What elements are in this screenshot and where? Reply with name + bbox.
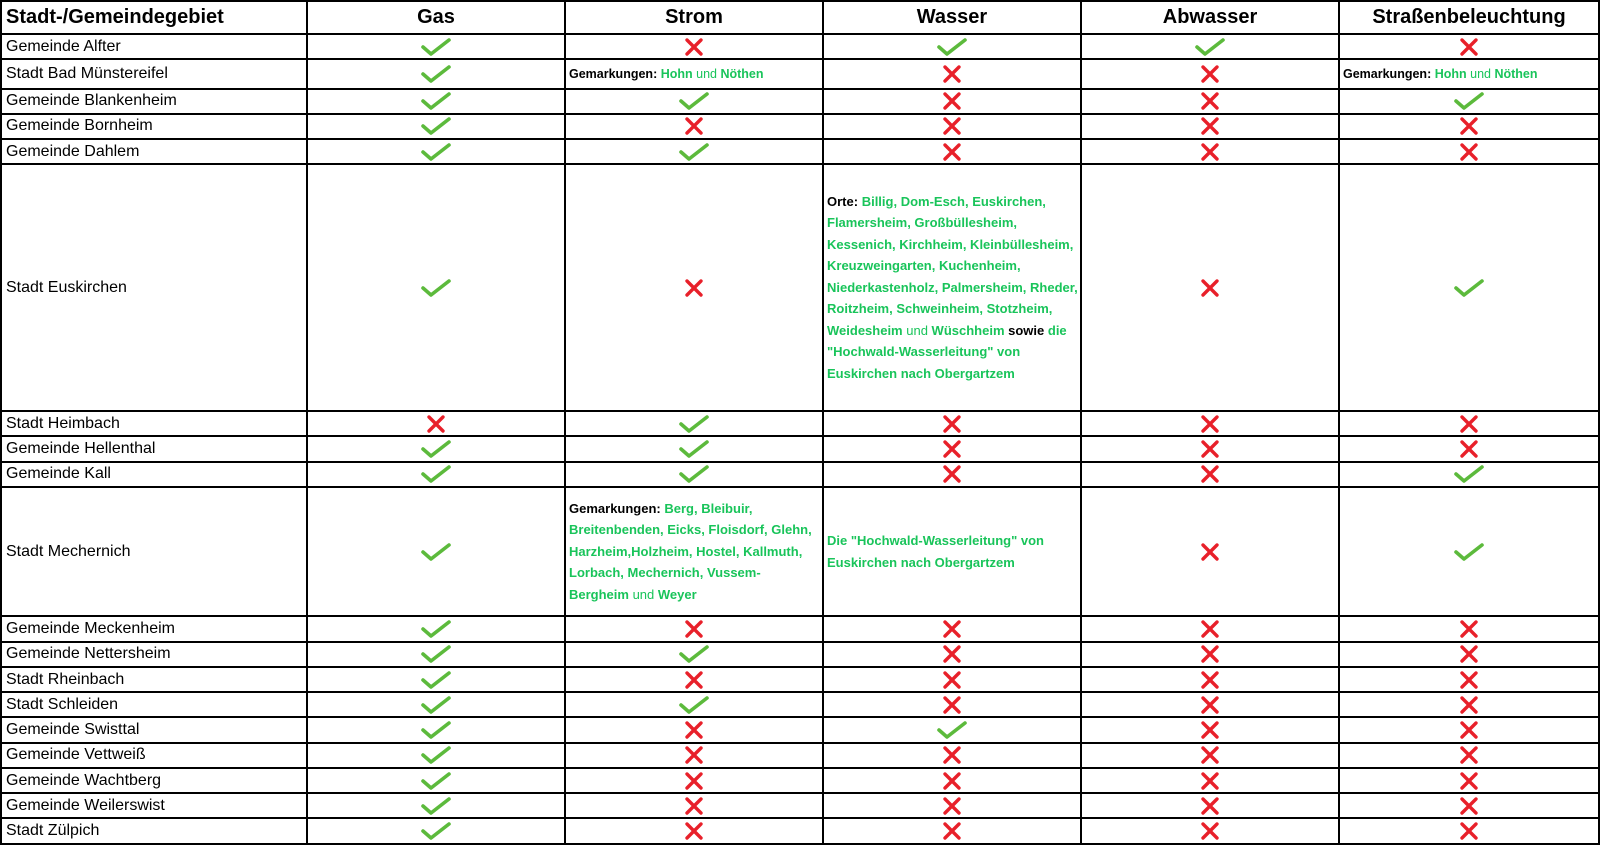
note-segment: Hohn: [1434, 66, 1467, 81]
cell-strom: [565, 59, 823, 88]
check-icon: [419, 744, 453, 766]
cell-wasser: [823, 642, 1081, 667]
cross-icon: [1452, 719, 1486, 741]
check-icon: [419, 90, 453, 112]
check-icon: [419, 719, 453, 741]
cross-icon: [419, 413, 453, 435]
check-icon: [419, 795, 453, 817]
area-name: Stadt Bad Münstereifel: [1, 59, 307, 88]
cross-icon: [935, 694, 969, 716]
cross-icon: [1452, 643, 1486, 665]
cross-icon: [1452, 795, 1486, 817]
cell-strom: [565, 743, 823, 768]
check-icon: [677, 413, 711, 435]
cell-abwasser: [1081, 164, 1339, 411]
cell-abwasser: [1081, 411, 1339, 436]
cell-strassenbeleuchtung: [1339, 793, 1599, 818]
cell-wasser: [823, 667, 1081, 692]
cell-strassenbeleuchtung: [1339, 487, 1599, 616]
cross-icon: [935, 90, 969, 112]
cross-icon: [677, 36, 711, 58]
cross-icon: [1452, 820, 1486, 842]
cross-icon: [1452, 115, 1486, 137]
header-row: [1, 1, 1599, 34]
check-icon: [677, 90, 711, 112]
cross-icon: [1452, 744, 1486, 766]
check-icon: [419, 463, 453, 485]
cell-gas: [307, 139, 565, 164]
cross-icon: [677, 820, 711, 842]
cell-wasser: [823, 89, 1081, 114]
cell-strom: [565, 436, 823, 461]
cell-wasser: [823, 34, 1081, 59]
cross-icon: [677, 669, 711, 691]
cross-icon: [677, 744, 711, 766]
cell-gas: [307, 59, 565, 88]
table-row: [1, 717, 1599, 742]
table-row: [1, 462, 1599, 487]
check-icon: [677, 141, 711, 163]
cell-gas: [307, 462, 565, 487]
area-name: Stadt Zülpich: [1, 818, 307, 844]
cross-icon: [935, 413, 969, 435]
cell-strom: [565, 692, 823, 717]
check-icon: [935, 719, 969, 741]
cross-icon: [1193, 90, 1227, 112]
cell-gas: [307, 743, 565, 768]
table-body: [1, 34, 1599, 844]
cell-strom: [565, 616, 823, 641]
cross-icon: [1193, 618, 1227, 640]
cell-strom: [565, 768, 823, 793]
cell-abwasser: [1081, 692, 1339, 717]
table-row: [1, 768, 1599, 793]
cross-icon: [1193, 820, 1227, 842]
check-icon: [419, 115, 453, 137]
cross-icon: [1452, 669, 1486, 691]
note-segment: Berg, Bleibuir, Breitenbenden, Eicks, Floisdorf, Glehn, Harzheim,Holzheim, Hostel, Kallmuth, Lorbach, Mechernich, Vussem-Bergheim: [569, 500, 812, 602]
area-name: Gemeinde Nettersheim: [1, 642, 307, 667]
cross-icon: [935, 618, 969, 640]
cross-icon: [1193, 669, 1227, 691]
note-segment: sowie: [1004, 322, 1048, 338]
note-segment: und: [1466, 66, 1495, 81]
cell-abwasser: [1081, 462, 1339, 487]
cell-gas: [307, 34, 565, 59]
cross-icon: [935, 63, 969, 85]
check-icon: [1452, 90, 1486, 112]
cell-strom: [565, 667, 823, 692]
cell-gas: [307, 616, 565, 641]
area-name: Gemeinde Hellenthal: [1, 436, 307, 461]
cell-gas: [307, 818, 565, 844]
cross-icon: [1193, 141, 1227, 163]
check-icon: [419, 770, 453, 792]
cell-abwasser: [1081, 818, 1339, 844]
cross-icon: [1193, 770, 1227, 792]
check-icon: [419, 277, 453, 299]
check-icon: [419, 694, 453, 716]
cross-icon: [1193, 541, 1227, 563]
cell-abwasser: [1081, 667, 1339, 692]
area-name: Gemeinde Vettweiß: [1, 743, 307, 768]
cell-abwasser: [1081, 793, 1339, 818]
table-row: [1, 487, 1599, 616]
note-segment: Die "Hochwald-Wasserleitung" von Euskirchen nach Obergartzem: [827, 533, 1044, 570]
cell-wasser: [823, 616, 1081, 641]
table-row: [1, 34, 1599, 59]
area-name: Stadt Schleiden: [1, 692, 307, 717]
check-icon: [677, 438, 711, 460]
cell-strassenbeleuchtung: [1339, 768, 1599, 793]
header-abwasser: Abwasser: [1081, 1, 1339, 34]
cross-icon: [1193, 643, 1227, 665]
cross-icon: [677, 770, 711, 792]
check-icon: [677, 694, 711, 716]
note-segment: Nöthen: [1494, 66, 1538, 81]
cross-icon: [1452, 413, 1486, 435]
note-segment: Weyer: [657, 586, 697, 602]
coverage-note: [827, 530, 1078, 573]
cross-icon: [935, 744, 969, 766]
cell-abwasser: [1081, 139, 1339, 164]
check-icon: [1452, 277, 1486, 299]
cell-gas: [307, 667, 565, 692]
cross-icon: [935, 141, 969, 163]
cross-icon: [677, 719, 711, 741]
table-row: [1, 114, 1599, 139]
cell-strassenbeleuchtung: [1339, 462, 1599, 487]
cell-strassenbeleuchtung: [1339, 89, 1599, 114]
cell-wasser: [823, 462, 1081, 487]
coverage-note: [569, 498, 820, 606]
cell-wasser: [823, 114, 1081, 139]
cell-strom: [565, 139, 823, 164]
cross-icon: [677, 795, 711, 817]
cell-abwasser: [1081, 616, 1339, 641]
cell-strom: [565, 34, 823, 59]
cell-gas: [307, 114, 565, 139]
cell-abwasser: [1081, 743, 1339, 768]
area-name: Gemeinde Meckenheim: [1, 616, 307, 641]
note-segment: :: [653, 66, 661, 81]
cell-strassenbeleuchtung: [1339, 114, 1599, 139]
cell-wasser: [823, 59, 1081, 88]
cell-strom: [565, 717, 823, 742]
cross-icon: [1193, 438, 1227, 460]
cell-strassenbeleuchtung: [1339, 717, 1599, 742]
cell-strassenbeleuchtung: [1339, 743, 1599, 768]
table-row: [1, 642, 1599, 667]
header-wasser: Wasser: [823, 1, 1081, 34]
cell-strom: [565, 462, 823, 487]
note-segment: :: [656, 500, 665, 516]
check-icon: [1452, 541, 1486, 563]
cross-icon: [1193, 719, 1227, 741]
cell-strassenbeleuchtung: [1339, 667, 1599, 692]
area-name: Stadt Heimbach: [1, 411, 307, 436]
note-segment: die "Hochwald-Wasserleitung" von Euskirchen nach Obergartzem: [827, 322, 1067, 381]
table-row: [1, 139, 1599, 164]
cell-strom: [565, 89, 823, 114]
check-icon: [677, 643, 711, 665]
cross-icon: [677, 115, 711, 137]
cell-abwasser: [1081, 487, 1339, 616]
note-segment: Orte: [827, 193, 854, 209]
note-segment: Billig, Dom-Esch, Euskirchen, Flamersheim, Großbüllesheim, Kessenich, Kirchheim, Kleinbüllesheim, Kreuzweingarten, Kuchenheim, Niederkastenholz, Palmersheim, Rheder, Roitzheim, Schweinheim, Stotzheim, Weidesheim: [827, 193, 1078, 338]
header-area: Stadt-/Gemeindegebiet: [1, 1, 307, 34]
area-name: Gemeinde Dahlem: [1, 139, 307, 164]
table-row: [1, 818, 1599, 844]
check-icon: [1452, 463, 1486, 485]
area-name: Gemeinde Blankenheim: [1, 89, 307, 114]
cell-gas: [307, 692, 565, 717]
cell-abwasser: [1081, 436, 1339, 461]
cross-icon: [935, 463, 969, 485]
cell-abwasser: [1081, 642, 1339, 667]
cross-icon: [1452, 618, 1486, 640]
note-segment: Gemarkungen: [1343, 66, 1428, 81]
table-row: [1, 692, 1599, 717]
note-segment: Hohn: [660, 66, 693, 81]
cross-icon: [1193, 694, 1227, 716]
cell-wasser: [823, 411, 1081, 436]
note-segment: Gemarkungen: [569, 500, 657, 516]
table-row: [1, 164, 1599, 411]
cell-abwasser: [1081, 59, 1339, 88]
cross-icon: [1452, 694, 1486, 716]
note-segment: Gemarkungen: [569, 66, 654, 81]
table-row: [1, 793, 1599, 818]
cross-icon: [1193, 413, 1227, 435]
cell-strom: [565, 642, 823, 667]
cell-gas: [307, 89, 565, 114]
cell-wasser: [823, 717, 1081, 742]
check-icon: [419, 643, 453, 665]
cell-wasser: [823, 818, 1081, 844]
cross-icon: [677, 618, 711, 640]
area-name: Stadt Mechernich: [1, 487, 307, 616]
table-row: [1, 616, 1599, 641]
check-icon: [419, 618, 453, 640]
cell-gas: [307, 793, 565, 818]
cell-gas: [307, 164, 565, 411]
cell-abwasser: [1081, 114, 1339, 139]
note-segment: :: [853, 193, 862, 209]
cell-gas: [307, 768, 565, 793]
header-strassenbeleuchtung: Straßenbeleuchtung: [1339, 1, 1599, 34]
cell-strassenbeleuchtung: [1339, 642, 1599, 667]
cell-wasser: [823, 743, 1081, 768]
header-strom: Strom: [565, 1, 823, 34]
cross-icon: [1193, 463, 1227, 485]
cross-icon: [1452, 36, 1486, 58]
note-segment: und: [902, 322, 932, 338]
cell-strom: [565, 164, 823, 411]
cell-strassenbeleuchtung: [1339, 436, 1599, 461]
check-icon: [935, 36, 969, 58]
note-segment: und: [692, 66, 721, 81]
note-segment: :: [1427, 66, 1435, 81]
cross-icon: [935, 770, 969, 792]
cell-strassenbeleuchtung: [1339, 818, 1599, 844]
cross-icon: [1193, 744, 1227, 766]
cell-gas: [307, 436, 565, 461]
check-icon: [1193, 36, 1227, 58]
cell-strassenbeleuchtung: [1339, 59, 1599, 88]
cell-abwasser: [1081, 717, 1339, 742]
cell-gas: [307, 717, 565, 742]
area-name: Stadt Rheinbach: [1, 667, 307, 692]
check-icon: [419, 669, 453, 691]
cell-strassenbeleuchtung: [1339, 34, 1599, 59]
cell-strassenbeleuchtung: [1339, 139, 1599, 164]
check-icon: [419, 63, 453, 85]
cross-icon: [677, 277, 711, 299]
cell-wasser: [823, 436, 1081, 461]
cell-gas: [307, 642, 565, 667]
cross-icon: [935, 820, 969, 842]
table-row: [1, 667, 1599, 692]
cell-gas: [307, 487, 565, 616]
cross-icon: [935, 795, 969, 817]
cross-icon: [935, 438, 969, 460]
note-segment: Wüschheim: [931, 322, 1005, 338]
cell-wasser: [823, 139, 1081, 164]
cross-icon: [935, 643, 969, 665]
cell-gas: [307, 411, 565, 436]
cross-icon: [1193, 277, 1227, 299]
header-gas: Gas: [307, 1, 565, 34]
area-name: Gemeinde Alfter: [1, 34, 307, 59]
cell-abwasser: [1081, 89, 1339, 114]
table-row: [1, 436, 1599, 461]
cross-icon: [935, 115, 969, 137]
area-name: Stadt Euskirchen: [1, 164, 307, 411]
coverage-note: [569, 65, 820, 83]
cell-wasser: [823, 793, 1081, 818]
check-icon: [419, 820, 453, 842]
table-row: [1, 59, 1599, 88]
cell-abwasser: [1081, 34, 1339, 59]
area-name: Gemeinde Weilerswist: [1, 793, 307, 818]
cross-icon: [1452, 141, 1486, 163]
cross-icon: [1452, 438, 1486, 460]
cross-icon: [1452, 770, 1486, 792]
note-segment: und: [628, 586, 658, 602]
cross-icon: [1193, 115, 1227, 137]
check-icon: [419, 141, 453, 163]
check-icon: [677, 463, 711, 485]
area-name: Gemeinde Kall: [1, 462, 307, 487]
cross-icon: [1193, 63, 1227, 85]
area-name: Gemeinde Wachtberg: [1, 768, 307, 793]
check-icon: [419, 438, 453, 460]
cell-strom: [565, 793, 823, 818]
note-segment: Nöthen: [720, 66, 764, 81]
table-row: [1, 743, 1599, 768]
check-icon: [419, 541, 453, 563]
cell-strassenbeleuchtung: [1339, 164, 1599, 411]
cell-wasser: [823, 487, 1081, 616]
cell-wasser: [823, 768, 1081, 793]
cell-strom: [565, 818, 823, 844]
cell-strom: [565, 487, 823, 616]
cell-strassenbeleuchtung: [1339, 616, 1599, 641]
check-icon: [419, 36, 453, 58]
cross-icon: [1193, 795, 1227, 817]
coverage-note: [827, 191, 1078, 385]
cell-wasser: [823, 692, 1081, 717]
coverage-note: [1343, 65, 1596, 83]
cell-strom: [565, 114, 823, 139]
table-row: [1, 89, 1599, 114]
cross-icon: [935, 669, 969, 691]
table-row: [1, 411, 1599, 436]
cell-abwasser: [1081, 768, 1339, 793]
cell-strassenbeleuchtung: [1339, 692, 1599, 717]
area-name: Gemeinde Swisttal: [1, 717, 307, 742]
cell-strassenbeleuchtung: [1339, 411, 1599, 436]
area-name: Gemeinde Bornheim: [1, 114, 307, 139]
cell-wasser: [823, 164, 1081, 411]
cell-strom: [565, 411, 823, 436]
